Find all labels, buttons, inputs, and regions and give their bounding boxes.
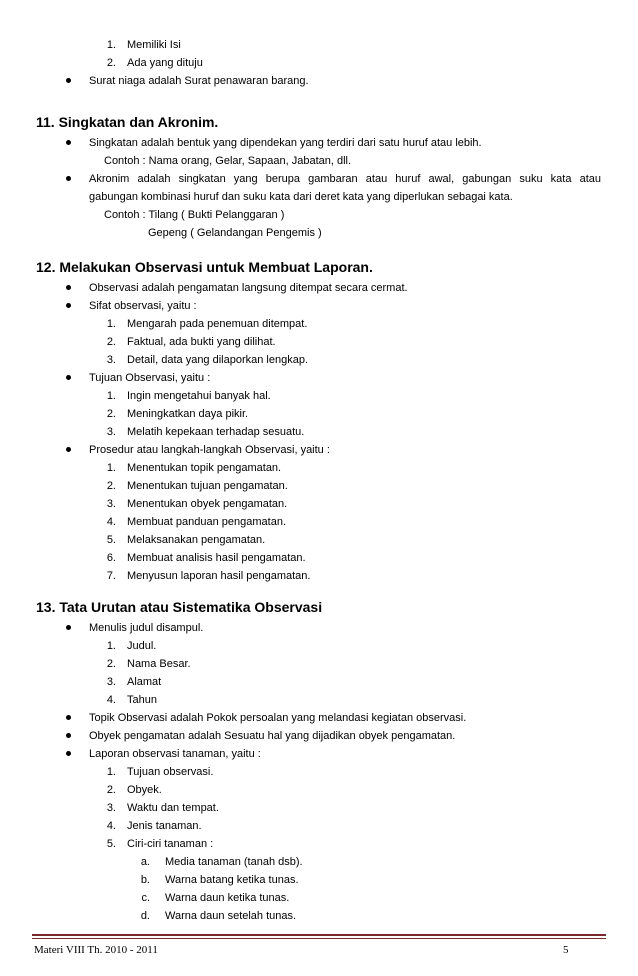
list-item: Detail, data yang dilaporkan lengkap. [127,354,309,366]
list-letter: a. [140,856,150,868]
list-item: Ingin mengetahui banyak hal. [127,390,271,402]
list-number: 3. [106,426,116,438]
list-number: 1. [106,39,116,51]
bullet-icon [66,176,71,181]
example-text: Gepeng ( Gelandangan Pengemis ) [148,227,322,239]
list-number: 3. [106,676,116,688]
list-item: Tujuan observasi. [127,766,214,778]
bullet-icon [66,751,71,756]
list-item: Media tanaman (tanah dsb). [165,856,303,868]
list-item: Observasi adalah pengamatan langsung ditempat secara cermat. [89,282,408,294]
list-number: 3. [106,802,116,814]
list-item-continuation: gabungan kombinasi huruf dan suku kata dari deret kata yang diperlukan sebagai kata. [89,191,513,203]
footer-text: Materi VIII Th. 2010 - 2011 [34,944,158,956]
list-item: Prosedur atau langkah-langkah Observasi, yaitu : [89,444,330,456]
list-number: 6. [106,552,116,564]
section-heading: 11. Singkatan dan Akronim. [36,114,219,130]
list-item: Waktu dan tempat. [127,802,219,814]
list-item: Melatih kepekaan terhadap sesuatu. [127,426,305,438]
list-number: 3. [106,498,116,510]
list-item: Surat niaga adalah Surat penawaran barang. [89,75,309,87]
list-item: Warna daun setelah tunas. [165,910,297,922]
bullet-icon [66,303,71,308]
list-item: Alamat [127,676,162,688]
bullet-icon [66,140,71,145]
list-item: Melaksanakan pengamatan. [127,534,266,546]
bullet-icon [66,733,71,738]
list-number: 2. [106,57,116,69]
list-item: Menyusun laporan hasil pengamatan. [127,570,311,582]
bullet-icon [66,447,71,452]
footer-divider [32,934,606,936]
list-letter: c. [141,892,150,904]
list-item: Menentukan topik pengamatan. [127,462,282,474]
list-number: 3. [106,354,116,366]
list-item: Meningkatkan daya pikir. [127,408,249,420]
list-item: Warna daun ketika tunas. [165,892,290,904]
list-number: 1. [106,766,116,778]
list-number: 2. [106,408,116,420]
bullet-icon [66,78,71,83]
list-item: Memiliki Isi [127,39,181,51]
bullet-icon [66,285,71,290]
list-item: Akronim adalah singkatan yang berupa gambaran atau huruf awal, gabungan suku kata atau [89,173,601,185]
section-heading: 12. Melakukan Observasi untuk Membuat Laporan. [36,259,373,275]
list-number: 2. [106,480,116,492]
list-number: 2. [106,784,116,796]
list-item: Membuat panduan pengamatan. [127,516,287,528]
list-letter: b. [140,874,150,886]
list-item: Menentukan tujuan pengamatan. [127,480,288,492]
bullet-icon [66,625,71,630]
list-item: Menentukan obyek pengamatan. [127,498,288,510]
list-item: Tahun [127,694,157,706]
list-number: 1. [106,640,116,652]
list-item: Topik Observasi adalah Pokok persoalan yang melandasi kegiatan observasi. [89,712,467,724]
example-text: Contoh : Nama orang, Gelar, Sapaan, Jabatan, dll. [104,155,352,167]
example-text: Contoh : Tilang ( Bukti Pelanggaran ) [104,209,285,221]
list-number: 5. [106,534,116,546]
list-letter: d. [140,910,150,922]
list-item: Obyek pengamatan adalah Sesuatu hal yang dijadikan obyek pengamatan. [89,730,456,742]
section-heading: 13. Tata Urutan atau Sistematika Observasi [36,599,323,615]
list-item: Faktual, ada bukti yang dilihat. [127,336,276,348]
page-number: 5 [563,944,569,956]
list-item: Ciri-ciri tanaman : [127,838,214,850]
bullet-icon [66,375,71,380]
list-number: 1. [106,390,116,402]
list-number: 5. [106,838,116,850]
list-number: 1. [106,318,116,330]
list-number: 4. [106,820,116,832]
list-number: 4. [106,694,116,706]
list-number: 2. [106,336,116,348]
list-number: 2. [106,658,116,670]
list-number: 1. [106,462,116,474]
footer-divider [32,938,606,939]
list-item: Mengarah pada penemuan ditempat. [127,318,308,330]
list-item: Ada yang dituju [127,57,203,69]
list-item: Singkatan adalah bentuk yang dipendekan yang terdiri dari satu huruf atau lebih. [89,137,482,149]
list-item: Membuat analisis hasil pengamatan. [127,552,306,564]
list-item: Obyek. [127,784,162,796]
list-number: 7. [106,570,116,582]
list-number: 4. [106,516,116,528]
list-item: Jenis tanaman. [127,820,202,832]
list-item: Sifat observasi, yaitu : [89,300,197,312]
bullet-icon [66,715,71,720]
list-item: Menulis judul disampul. [89,622,204,634]
list-item: Laporan observasi tanaman, yaitu : [89,748,261,760]
list-item: Tujuan Observasi, yaitu : [89,372,211,384]
list-item: Judul. [127,640,157,652]
list-item: Warna batang ketika tunas. [165,874,299,886]
list-item: Nama Besar. [127,658,191,670]
